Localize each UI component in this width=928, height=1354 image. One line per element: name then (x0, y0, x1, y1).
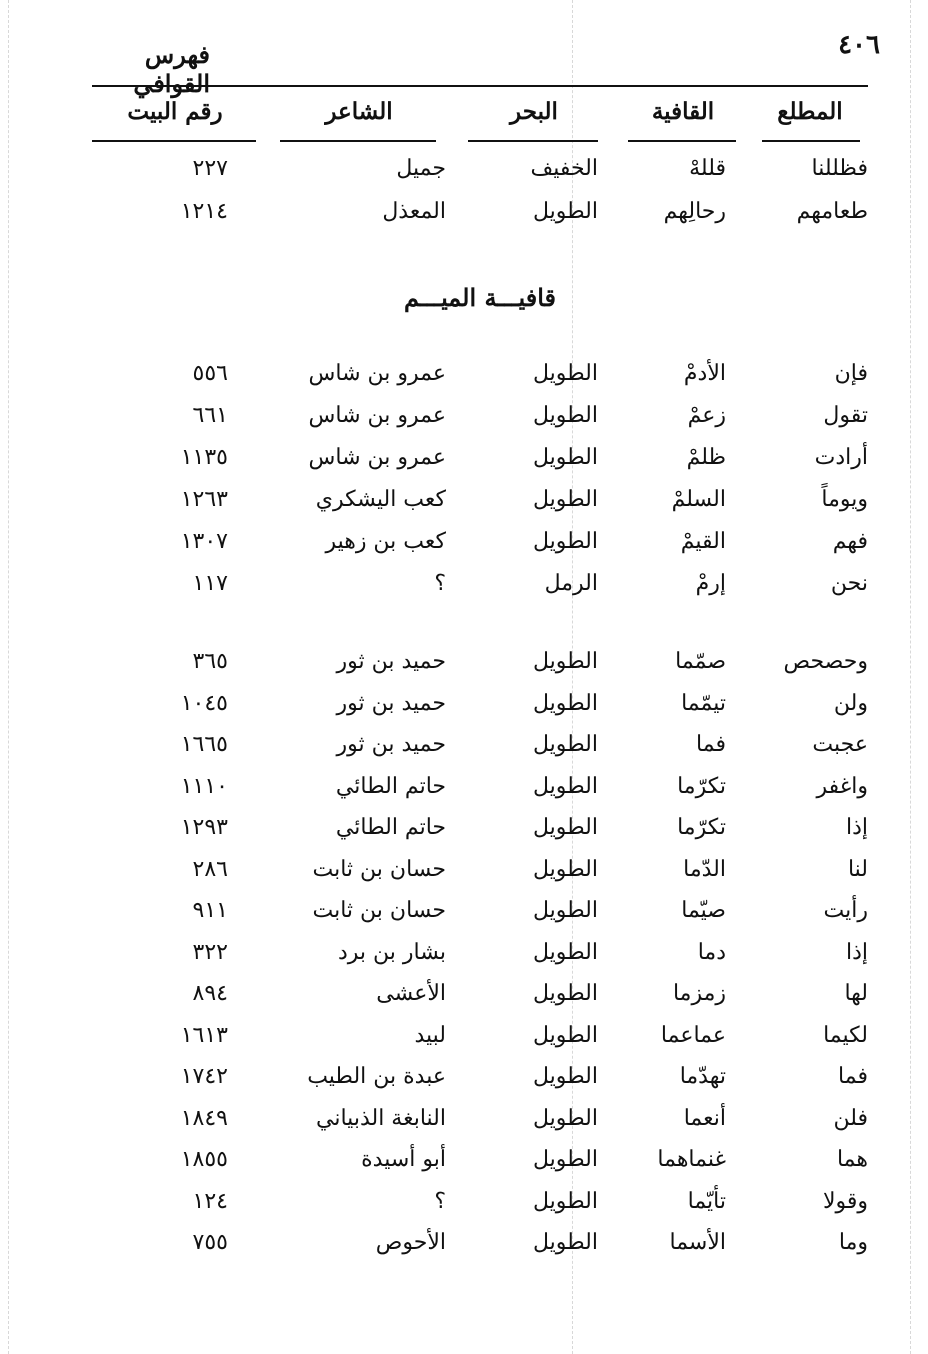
cell-matla: واغفر (816, 773, 868, 799)
cell-matla: عجبت (812, 732, 868, 757)
cell-raqm: ١٦١٣ (180, 1022, 228, 1048)
cell-qafia: تأيّما (687, 1188, 726, 1214)
cell-matla: فهم (832, 529, 868, 554)
column-rule (468, 140, 598, 142)
cell-qafia: القيمْ (680, 529, 726, 554)
cell-shaer: ؟ (434, 571, 446, 596)
cell-bahr: الطويل (532, 445, 598, 470)
column-rule (92, 140, 256, 142)
cell-shaer: لبيد (414, 1022, 446, 1048)
cell-raqm: ٦٦١ (192, 403, 228, 428)
cell-shaer: جميل (396, 156, 446, 181)
cell-matla: فما (838, 1064, 868, 1089)
cell-matla: لها (844, 981, 868, 1006)
cell-raqm: ٣٦٥ (192, 649, 228, 674)
cell-qafia: غنماهما (657, 1147, 726, 1172)
cell-raqm: ١٢٦٣ (180, 487, 228, 512)
cell-qafia: قللهْ (689, 156, 726, 181)
column-rule (280, 140, 436, 142)
cell-qafia: تكرّما (677, 815, 726, 840)
cell-raqm: ١١١٠ (180, 773, 228, 799)
cell-shaer: ؟ (434, 1188, 446, 1214)
cell-qafia: الأسما (669, 1230, 726, 1255)
cell-bahr: الطويل (532, 856, 598, 882)
cell-matla: ويوماً (821, 487, 868, 512)
cell-bahr: الطويل (532, 1147, 598, 1172)
cell-raqm: ٩١١ (192, 898, 228, 923)
cell-bahr: الطويل (532, 732, 598, 757)
page-number: ٤٠٦ (838, 30, 880, 60)
cell-shaer: كعب بن زهير (325, 529, 446, 554)
column-header-shaer: الشاعر (325, 98, 393, 125)
column-header-qafia: القافية (651, 98, 715, 125)
cell-shaer: حميد بن ثور (336, 649, 446, 674)
section-title: قافيـــة الميـــم (404, 283, 556, 312)
column-rule (628, 140, 736, 142)
cell-shaer: عمرو بن شاس (308, 403, 446, 428)
running-title: فهرس القوافي (133, 40, 210, 98)
cell-bahr: الطويل (532, 199, 598, 224)
cell-matla: إذا (845, 815, 868, 840)
cell-qafia: صمّما (675, 649, 726, 674)
cell-raqm: ٥٥٦ (192, 361, 228, 386)
cell-matla: لكيما (823, 1022, 868, 1048)
cell-shaer: أبو أسيدة (361, 1147, 446, 1172)
cell-matla: وقولا (822, 1188, 868, 1214)
cell-bahr: الطويل (532, 1105, 598, 1131)
cell-bahr: الطويل (532, 649, 598, 674)
column-header-raqm: رقم البيت (127, 98, 223, 125)
cell-shaer: المعذل (382, 199, 446, 224)
cell-shaer: بشار بن برد (338, 939, 446, 965)
cell-shaer: عبدة بن الطيب (307, 1064, 446, 1089)
cell-raqm: ١٢١٤ (180, 199, 228, 224)
cell-raqm: ٢٨٦ (192, 856, 228, 882)
cell-matla: ولن (833, 690, 868, 716)
cell-shaer: النابغة الذبياني (316, 1105, 446, 1131)
cell-shaer: الأحوص (375, 1230, 446, 1255)
cell-matla: رأيت (823, 898, 868, 923)
cell-raqm: ١٧٤٢ (180, 1064, 228, 1089)
cell-bahr: الطويل (532, 529, 598, 554)
cell-qafia: زعمْ (687, 403, 726, 428)
cell-matla: هما (836, 1147, 868, 1172)
column-header-bahr: البحر (510, 98, 558, 125)
cell-raqm: ١٠٤٥ (180, 690, 228, 716)
cell-shaer: الأعشى (376, 981, 446, 1006)
cell-qafia: زمزما (672, 981, 726, 1006)
cell-shaer: كعب اليشكري (315, 487, 446, 512)
cell-qafia: الأدمْ (683, 361, 726, 386)
cell-qafia: تكرّما (677, 773, 726, 799)
header-rule (92, 85, 868, 87)
cell-shaer: حميد بن ثور (336, 690, 446, 716)
cell-qafia: تهدّما (679, 1064, 726, 1089)
cell-raqm: ١١٧ (192, 571, 228, 596)
cell-matla: فظللنا (811, 156, 868, 181)
cell-matla: طعامهم (796, 199, 868, 224)
cell-bahr: الطويل (532, 1230, 598, 1255)
scan-guide-line (8, 0, 9, 1354)
cell-bahr: الخفيف (530, 156, 598, 181)
cell-matla: لنا (847, 856, 868, 882)
cell-bahr: الطويل (532, 939, 598, 965)
cell-raqm: ١٢٤ (192, 1188, 228, 1214)
cell-raqm: ٧٥٥ (192, 1230, 228, 1255)
cell-shaer: حاتم الطائي (335, 815, 446, 840)
cell-qafia: إرمْ (695, 571, 726, 596)
cell-bahr: الطويل (532, 361, 598, 386)
cell-matla: فإن (834, 361, 868, 386)
cell-qafia: تيمّما (681, 690, 726, 716)
cell-bahr: الطويل (532, 1188, 598, 1214)
cell-qafia: أنعما (683, 1105, 726, 1131)
cell-matla: أرادت (814, 445, 868, 470)
cell-shaer: حسان بن ثابت (312, 856, 446, 882)
column-header-matla: المطلع (777, 98, 843, 125)
cell-qafia: السلمْ (671, 487, 726, 512)
cell-raqm: ١٨٤٩ (180, 1105, 228, 1131)
cell-shaer: عمرو بن شاس (308, 361, 446, 386)
cell-raqm: ١٢٩٣ (180, 815, 228, 840)
cell-bahr: الطويل (532, 403, 598, 428)
cell-matla: نحن (830, 571, 868, 596)
cell-matla: وما (838, 1230, 868, 1255)
cell-bahr: الطويل (532, 773, 598, 799)
cell-bahr: الطويل (532, 1064, 598, 1089)
cell-matla: إذا (845, 939, 868, 965)
cell-shaer: حاتم الطائي (335, 773, 446, 799)
cell-qafia: الدّما (683, 856, 726, 882)
column-rule (762, 140, 860, 142)
cell-bahr: الطويل (532, 690, 598, 716)
cell-qafia: فما (696, 732, 726, 757)
cell-bahr: الطويل (532, 487, 598, 512)
cell-shaer: عمرو بن شاس (308, 445, 446, 470)
cell-bahr: الطويل (532, 981, 598, 1006)
scan-guide-line (910, 0, 911, 1354)
cell-raqm: ٢٢٧ (192, 156, 228, 181)
cell-raqm: ٨٩٤ (192, 981, 228, 1006)
cell-raqm: ١١٣٥ (180, 445, 228, 470)
cell-qafia: عماعما (660, 1022, 726, 1048)
cell-raqm: ١٨٥٥ (180, 1147, 228, 1172)
cell-matla: فلن (833, 1105, 868, 1131)
cell-raqm: ١٣٠٧ (180, 529, 228, 554)
cell-qafia: صيّما (681, 898, 726, 923)
cell-matla: وحصحص (783, 649, 868, 674)
cell-bahr: الطويل (532, 898, 598, 923)
cell-qafia: ظلمْ (686, 445, 726, 470)
cell-raqm: ١٦٦٥ (180, 732, 228, 757)
cell-raqm: ٣٢٢ (192, 939, 228, 965)
cell-bahr: الرمل (544, 571, 598, 596)
cell-bahr: الطويل (532, 815, 598, 840)
cell-matla: تقول (823, 403, 868, 428)
cell-qafia: رحالِهم (663, 199, 726, 224)
cell-bahr: الطويل (532, 1022, 598, 1048)
cell-shaer: حميد بن ثور (336, 732, 446, 757)
cell-shaer: حسان بن ثابت (312, 898, 446, 923)
cell-qafia: دما (697, 939, 726, 965)
